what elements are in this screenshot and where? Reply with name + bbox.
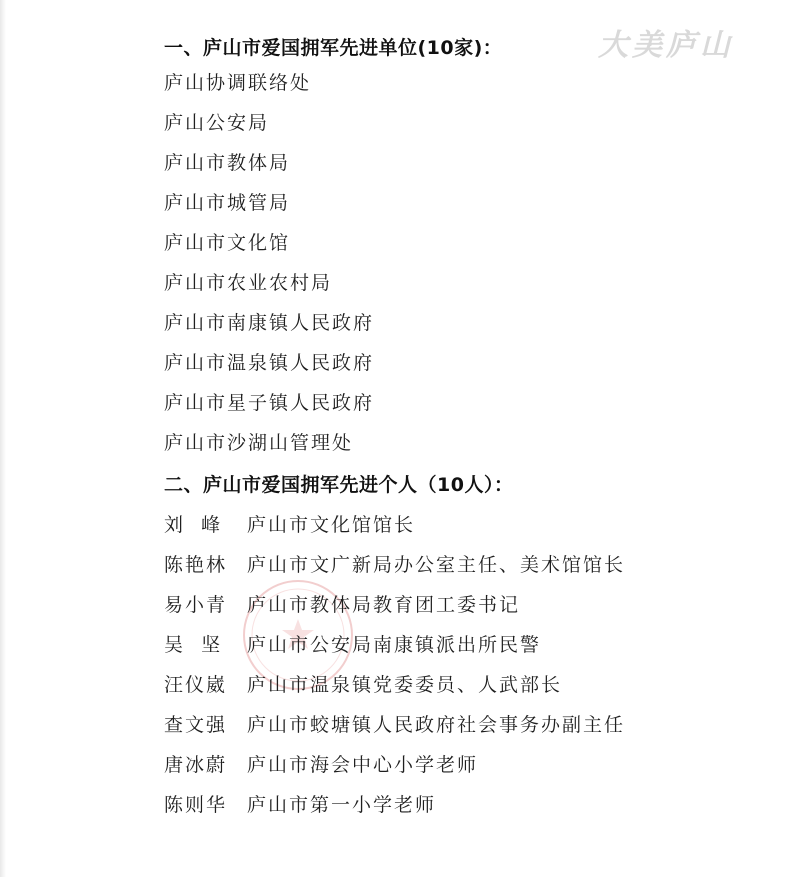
person-title: 庐山市蛟塘镇人民政府社会事务办副主任 [247,714,626,736]
unit-item: 庐山市农业农村局 [164,272,333,294]
section1-heading: 一、庐山市爱国拥军先进单位(10家)： [164,37,503,59]
unit-item: 庐山公安局 [164,112,270,134]
person-title: 庐山市公安局南康镇派出所民警 [247,634,542,656]
person-title: 庐山市温泉镇党委委员、人武部长 [247,674,563,696]
person-name: 吴 坚 [164,634,223,656]
person-name: 陈艳林 [164,554,228,576]
unit-item: 庐山市文化馆 [164,232,291,254]
section2-heading: 二、庐山市爱国拥军先进个人（10人）： [164,474,514,496]
person-title: 庐山市海会中心小学老师 [247,754,479,776]
unit-item: 庐山协调联络处 [164,72,312,94]
person-title: 庐山市文广新局办公室主任、美术馆馆长 [247,554,626,576]
person-name: 陈则华 [164,794,228,816]
person-name: 易小青 [164,594,228,616]
watermark-text: 大美庐山 [598,28,734,63]
unit-item: 庐山市温泉镇人民政府 [164,352,375,374]
person-title: 庐山市教体局教育团工委书记 [247,594,521,616]
person-title: 庐山市第一小学老师 [247,794,437,816]
person-name: 唐冰蔚 [164,754,228,776]
person-name: 刘 峰 [164,514,223,536]
unit-item: 庐山市南康镇人民政府 [164,312,375,334]
page-edge-shadow [0,0,6,877]
unit-item: 庐山市沙湖山管理处 [164,432,354,454]
person-title: 庐山市文化馆馆长 [247,514,416,536]
person-name: 查文强 [164,714,228,736]
unit-item: 庐山市星子镇人民政府 [164,392,375,414]
person-name: 汪仪崴 [164,674,228,696]
unit-item: 庐山市教体局 [164,152,291,174]
unit-item: 庐山市城管局 [164,192,291,214]
